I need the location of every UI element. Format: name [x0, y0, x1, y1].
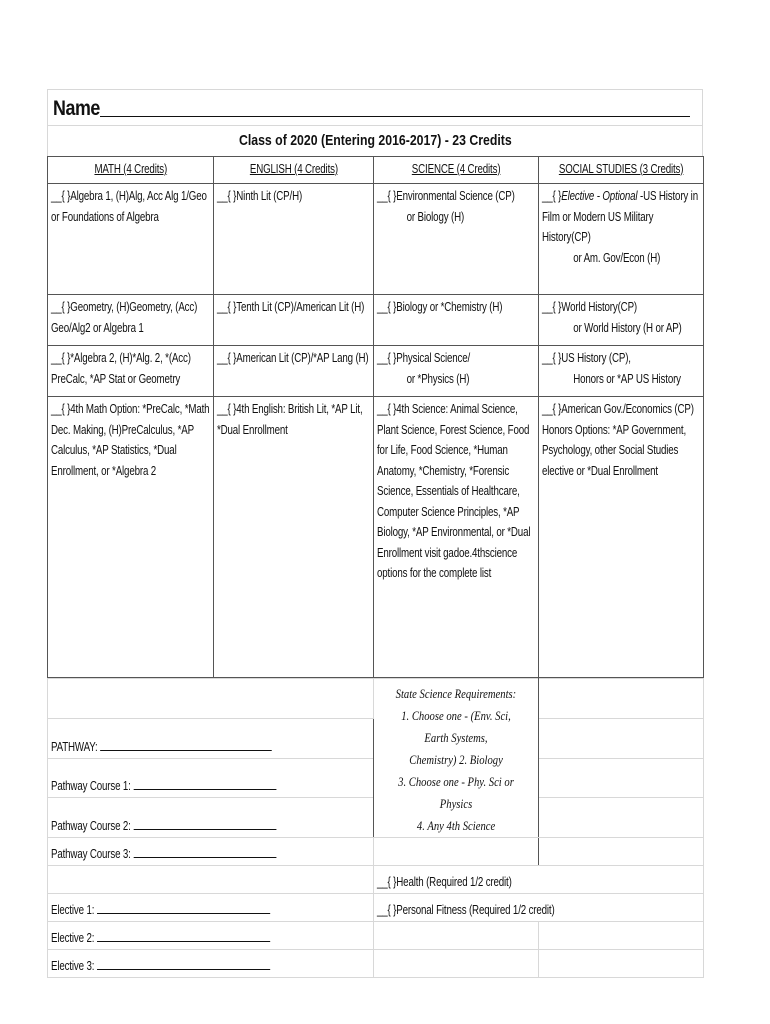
science-cell-2[interactable]: __{ }Biology or *Chemistry (H): [374, 295, 539, 346]
pathway-electives-table: [47, 678, 704, 978]
credits-table: [47, 156, 704, 678]
header-english: ENGLISH (4 Credits): [214, 157, 374, 184]
pathway-course-1-label: Pathway Course 1:: [51, 779, 131, 794]
pathway-course-3-blank[interactable]: [133, 844, 276, 858]
english-cell-4[interactable]: __{ }4th English: British Lit, *AP Lit, *Dual Enrollment: [214, 397, 374, 678]
elective-1-row: [48, 894, 704, 922]
page-title: Class of 2020 (Entering 2016-2017) - 23 Credits: [47, 125, 703, 156]
elective-1-blank[interactable]: [97, 900, 270, 914]
math-cell-1[interactable]: __{ }Algebra 1, (H)Alg, Acc Alg 1/Geo or Foundations of Algebra: [48, 184, 214, 295]
elective-3-blank[interactable]: [97, 956, 270, 970]
pathway-course-3-row: [48, 838, 704, 866]
social-cell-4[interactable]: __{ }American Gov./Economics (CP) Honors Options: *AP Government, Psychology, other Social Studies elective or *Dual Enrollment: [539, 397, 704, 678]
health-row: [48, 866, 704, 894]
science-cell-3[interactable]: __{ }Physical Science/ or *Physics (H): [374, 346, 539, 397]
science-cell-1[interactable]: __{ }Environmental Science (CP) or Biology (H): [374, 184, 539, 295]
math-cell-2[interactable]: __{ }Geometry, (H)Geometry, (Acc) Geo/Alg2 or Algebra 1: [48, 295, 214, 346]
pathway-blank[interactable]: [100, 737, 272, 751]
blank-row: [48, 679, 704, 719]
pathway-course-2-label: Pathway Course 2:: [51, 819, 131, 833]
english-cell-2[interactable]: __{ }Tenth Lit (CP)/American Lit (H): [214, 295, 374, 346]
english-cell-1[interactable]: __{ }Ninth Lit (CP/H): [214, 184, 374, 295]
social-cell-3[interactable]: __{ }US History (CP), Honors or *AP US History: [539, 346, 704, 397]
course-row-4: [48, 397, 704, 678]
social-cell-1[interactable]: __{ }Elective - Optional -US History in Film or Modern US Military History(CP) or Am. Gov/Econ (H): [539, 184, 704, 295]
pathway-label: PATHWAY:: [51, 739, 98, 754]
science-req-line-4: 4. Any 4th Science: [416, 819, 496, 833]
graduation-worksheet: [47, 89, 703, 978]
health-requirement[interactable]: __{ }Health (Required 1/2 credit): [374, 866, 704, 894]
elective-2-row: [48, 922, 704, 950]
english-cell-3[interactable]: __{ }American Lit (CP)/*AP Lang (H): [214, 346, 374, 397]
elective-3-label: Elective 3:: [51, 959, 95, 973]
header-social-studies: SOCIAL STUDIES (3 Credits): [539, 157, 704, 184]
column-header-row: [48, 157, 704, 184]
name-row: [47, 89, 703, 125]
science-req-line-3: 3. Choose one - Phy. Sci or Physics: [398, 775, 514, 811]
fitness-requirement[interactable]: __{ }Personal Fitness (Required 1/2 credit): [374, 894, 704, 922]
elective-2-label: Elective 2:: [51, 931, 95, 945]
header-math: MATH (4 Credits): [48, 157, 214, 184]
math-cell-3[interactable]: __{ }*Algebra 2, (H)*Alg. 2, *(Acc) PreCalc, *AP Stat or Geometry: [48, 346, 214, 397]
course-row-1: [48, 184, 704, 295]
pathway-course-3-label: Pathway Course 3:: [51, 847, 131, 861]
science-req-line-2: Chemistry) 2. Biology: [409, 753, 503, 767]
social-cell-2[interactable]: __{ }World History(CP) or World History (H or AP): [539, 295, 704, 346]
math-cell-4[interactable]: __{ }4th Math Option: *PreCalc, *Math Dec. Making, (H)PreCalculus, *AP Calculus, *AP Statistics, *Dual Enrollment, or *Algebra 2: [48, 397, 214, 678]
pathway-course-1-blank[interactable]: [133, 776, 276, 790]
elective-2-blank[interactable]: [97, 928, 270, 942]
elective-3-row: [48, 950, 704, 978]
pathway-course-2-blank[interactable]: [133, 816, 276, 830]
name-label: Name: [53, 97, 100, 120]
science-req-title: State Science Requirements:: [395, 687, 517, 701]
header-science: SCIENCE (4 Credits): [374, 157, 539, 184]
science-requirements: [374, 679, 539, 838]
name-blank-line[interactable]: [100, 115, 690, 117]
science-req-line-1: 1. Choose one - (Env. Sci, Earth Systems,: [401, 709, 511, 745]
course-row-3: [48, 346, 704, 397]
course-row-2: [48, 295, 704, 346]
elective-1-label: Elective 1:: [51, 903, 95, 917]
science-cell-4[interactable]: __{ }4th Science: Animal Science, Plant Science, Forest Science, Food for Life, Food Science, *Human Anatomy, *Chemistry, *Forensic Science, Essentials of Healthcare, Computer Science Principles, *AP Biology, *AP Environmental, or *Dual Enrollment visit gadoe.4thscience options for the complete list: [374, 397, 539, 678]
